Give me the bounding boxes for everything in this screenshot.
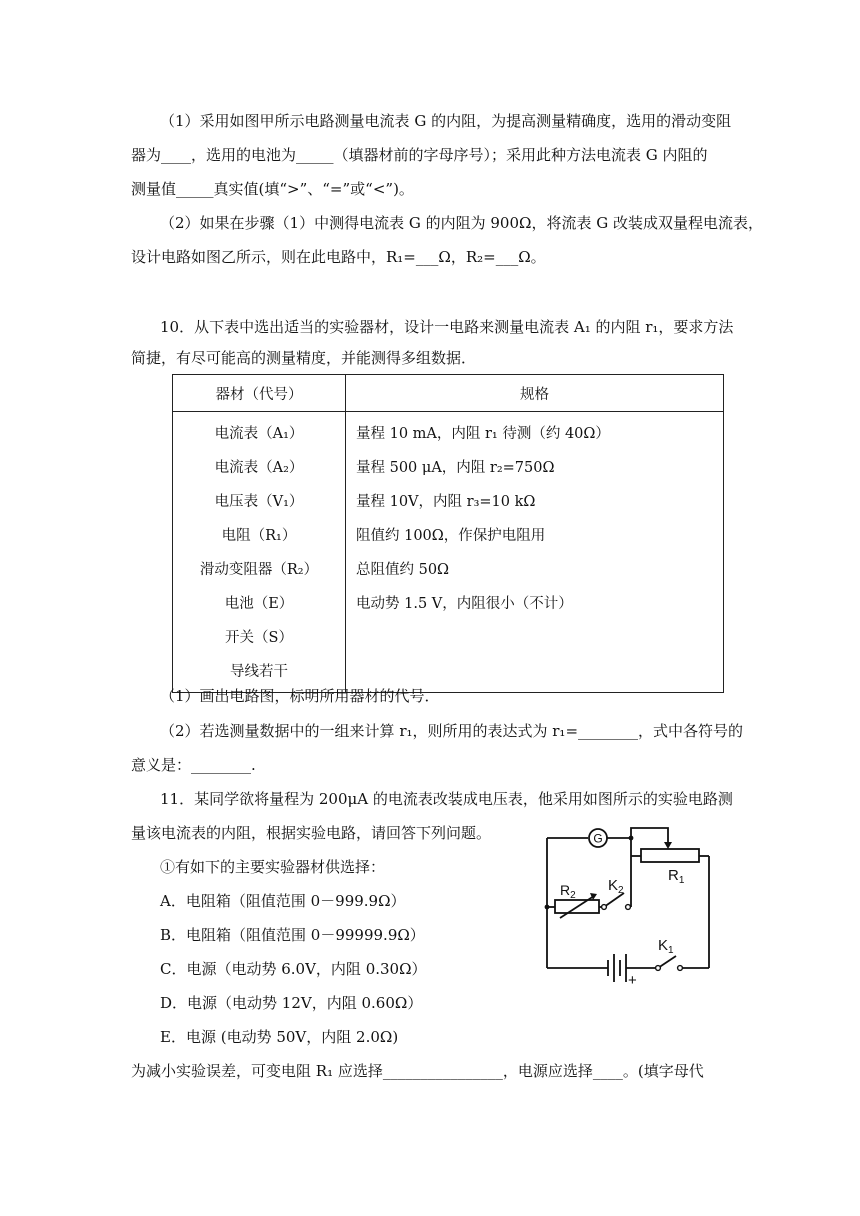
table-row-name: 电阻（R₁） xyxy=(221,528,297,544)
table-row-name: 导线若干 xyxy=(230,664,288,680)
table-specs-cell xyxy=(346,412,724,693)
q11-stem-line2: 量该电流表的内阻，根据实验电路，请回答下列问题。 xyxy=(131,824,492,842)
q11-answer-line: 为减小实验误差，可变电阻 R₁ 应选择________________，电源应选择____。(填字母代 xyxy=(131,1062,704,1080)
table-header-name: 器材（代号） xyxy=(173,375,346,412)
q11-option-e: E．电源 (电动势 50V，内阻 2.0Ω) xyxy=(160,1028,399,1046)
q11-option-d: D．电源（电动势 12V，内阻 0.60Ω） xyxy=(160,994,423,1012)
battery-plus-label: + xyxy=(628,972,637,989)
table-row-spec: 量程 500 μA，内阻 r₂=750Ω xyxy=(356,460,555,476)
table-body-row xyxy=(173,412,724,693)
table-row-spec: 量程 10V，内阻 r₃=10 kΩ xyxy=(356,494,536,510)
q10-sub2-line2: 意义是：________. xyxy=(131,756,256,774)
junction-dot-top xyxy=(629,836,634,841)
r1-label: $R_1$ xyxy=(668,867,685,886)
q11-option-b: B．电阻箱（阻值范围 0－99999.9Ω） xyxy=(160,926,425,944)
q11-option-a: A．电阻箱（阻值范围 0－999.9Ω） xyxy=(160,892,406,910)
table-row-name: 开关（S） xyxy=(225,630,293,646)
table-names-cell xyxy=(173,412,346,693)
table-row-name: 滑动变阻器（R₂） xyxy=(199,562,319,578)
k1-contact-left xyxy=(656,966,661,971)
q9-part1-line1: （1）采用如图甲所示电路测量电流表 G 的内阻，为提高测量精确度，选用的滑动变阻 xyxy=(160,112,732,130)
galvanometer-label: G xyxy=(593,831,603,846)
table-row-spec: 总阻值约 50Ω xyxy=(356,562,450,578)
k2-contact-right xyxy=(626,905,631,910)
table-row-spec xyxy=(347,621,722,655)
q9-part2-line1: （2）如果在步骤（1）中测得电流表 G 的内阻为 900Ω，将流表 G 改装成双量程电流表， xyxy=(160,214,763,232)
table-row-name: 电池（E） xyxy=(224,596,294,612)
q11-stem-line1: 11．某同学欲将量程为 200μA 的电流表改装成电压表，他采用如图所示的实验电路测 xyxy=(160,790,733,808)
q11-option-c: C．电源（电动势 6.0V，内阻 0.30Ω） xyxy=(160,960,427,978)
q10-stem-line1: 10．从下表中选出适当的实验器材，设计一电路来测量电流表 A₁ 的内阻 r₁，要求方法 xyxy=(160,318,734,336)
q10-sub1: （1）画出电路图，标明所用器材的代号． xyxy=(160,687,440,705)
q9-part1-line2: 器为____，选用的电池为_____（填器材前的字母序号）；采用此种方法电流表 G 内阻的 xyxy=(131,146,708,164)
k1-contact-right xyxy=(678,966,683,971)
circuit-diagram xyxy=(540,820,720,989)
k2-label: $K_2$ xyxy=(608,877,624,896)
table-header-row xyxy=(173,375,724,412)
table-row-spec: 量程 10 mA，内阻 r₁ 待测（约 40Ω） xyxy=(356,426,610,442)
q9-part1-line3: 测量值_____真实值(填“>”、“=”或“<”)。 xyxy=(131,180,414,198)
q10-sub2-line1: （2）若选测量数据中的一组来计算 r₁，则所用的表达式为 r₁=________，式中各符号的 xyxy=(160,722,744,740)
equipment-table xyxy=(172,374,724,693)
k2-contact-left xyxy=(602,905,607,910)
table-row-spec: 电动势 1.5 V，内阻很小（不计） xyxy=(356,596,573,612)
table-row-name: 电压表（V₁） xyxy=(214,494,304,510)
junction-dot-left xyxy=(545,905,550,910)
table-header-spec: 规格 xyxy=(346,375,724,412)
table-row-spec: 阻值约 100Ω，作保护电阻用 xyxy=(356,528,546,544)
q10-stem-line2: 简捷，有尽可能高的测量精度，并能测得多组数据． xyxy=(131,349,477,367)
slider-arrowhead xyxy=(664,842,672,849)
k1-label: $K_1$ xyxy=(658,937,674,956)
k1-switch-blade xyxy=(658,956,676,968)
q9-part2-line2: 设计电路如图乙所示，则在此电路中，R₁=___Ω，R₂=___Ω。 xyxy=(131,248,546,266)
table-row-name: 电流表（A₂） xyxy=(214,460,304,476)
r1-resistor-symbol xyxy=(641,849,699,862)
table-row-spec xyxy=(347,655,722,689)
table-row-name: 电流表（A₁） xyxy=(214,426,304,442)
slider-wire xyxy=(631,828,668,846)
q11-equipment-intro: ①有如下的主要实验器材供选择： xyxy=(160,858,386,876)
r2-label: $R_2$ xyxy=(560,882,576,901)
